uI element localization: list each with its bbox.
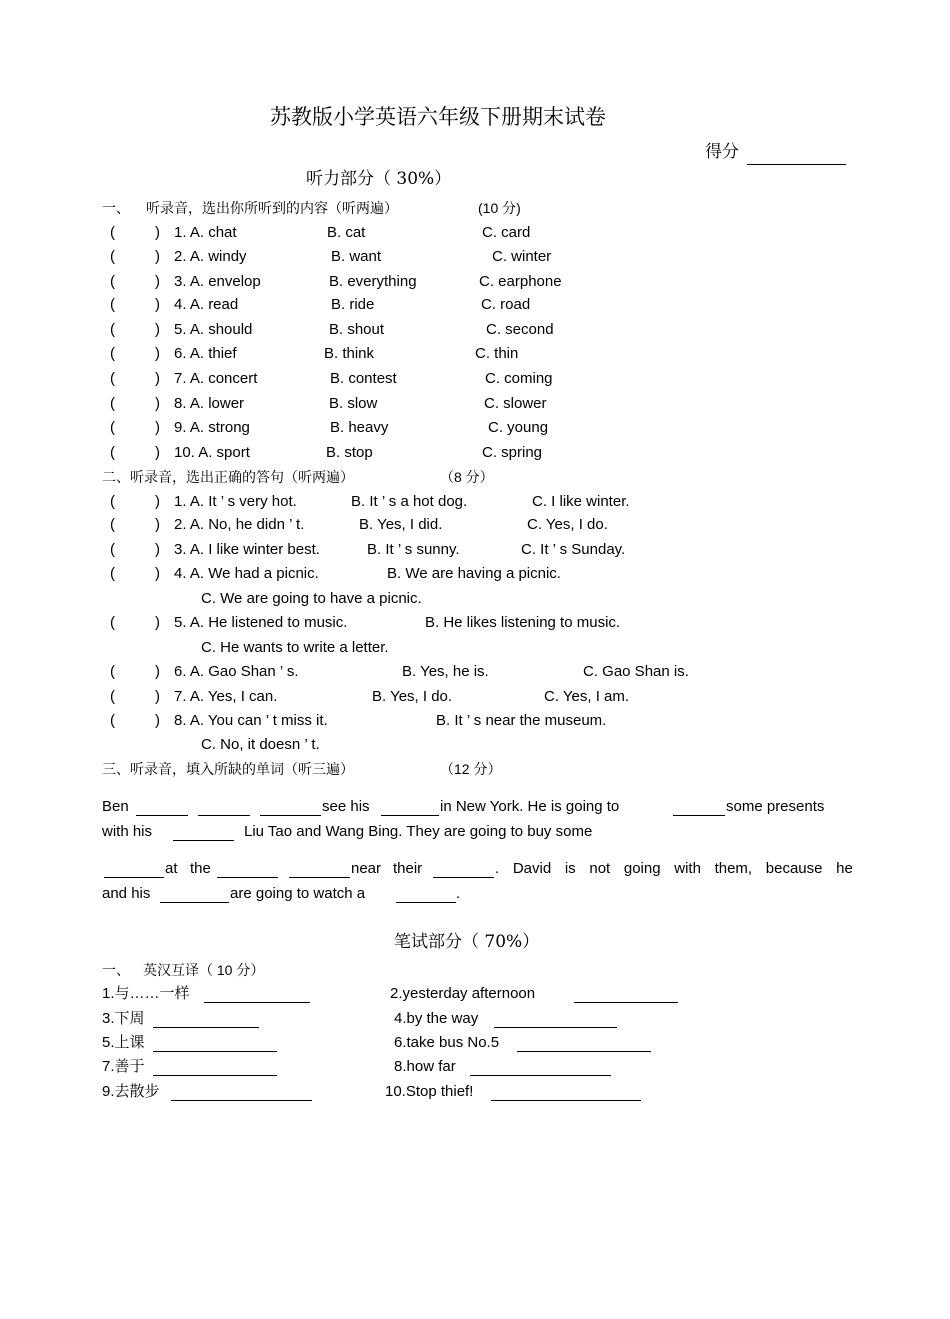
writing-part1-label: 一、 (102, 962, 130, 978)
answer-bracket-close: ) (155, 712, 160, 729)
answer-bracket-close: ) (155, 565, 160, 582)
p1-q2-a: 2. A. windy (174, 248, 247, 265)
p1-q5-b: B. shout (329, 321, 385, 338)
listening-heading: 听力部分（ 30%） (306, 169, 452, 189)
answer-bracket-open: ( (110, 712, 115, 729)
part2-instruction: 二、听录音，选出正确的答句（听两遍） (102, 469, 354, 485)
page-title: 苏教版小学英语六年级下册期末试卷 (270, 105, 606, 129)
score-blank[interactable] (747, 164, 846, 165)
p2-q7-c: C. Yes, I am. (544, 688, 630, 705)
translation-item: 10.Stop thief! (385, 1083, 474, 1100)
answer-bracket-open: ( (110, 345, 115, 362)
p1-q4-b: B. ride (331, 296, 375, 313)
answer-bracket-close: ) (155, 296, 160, 313)
answer-bracket-close: ) (155, 248, 160, 265)
fill-blank[interactable] (289, 877, 350, 878)
answer-bracket-open: ( (110, 565, 115, 582)
passage-text: are going to watch a (230, 885, 366, 902)
p2-q7-a: 7. A. Yes, I can. (174, 688, 278, 705)
answer-bracket-close: ) (155, 370, 160, 387)
p1-q6-c: C. thin (475, 345, 519, 362)
translation-item: 3.下周 (102, 1010, 145, 1027)
p1-q5-a: 5. A. should (174, 321, 253, 338)
fill-blank[interactable] (217, 877, 278, 878)
fill-blank[interactable] (104, 877, 164, 878)
fill-blank[interactable] (381, 815, 439, 816)
translation-item: 7.善于 (102, 1058, 145, 1075)
p2-q8-b: B. It ’ s near the museum. (436, 712, 607, 729)
answer-bracket-close: ) (155, 419, 160, 436)
p1-q9-b: B. heavy (330, 419, 389, 436)
answer-bracket-open: ( (110, 493, 115, 510)
p1-q8-a: 8. A. lower (174, 395, 245, 412)
p1-q4-c: C. road (481, 296, 531, 313)
answer-bracket-open: ( (110, 516, 115, 533)
p2-q3-b: B. It ’ s sunny. (367, 541, 460, 558)
translation-item: 8.how far (394, 1058, 456, 1075)
translation-item: 4.by the way (394, 1010, 479, 1027)
answer-bracket-open: ( (110, 273, 115, 290)
p1-q3-a: 3. A. envelop (174, 273, 261, 290)
answer-blank[interactable] (491, 1100, 641, 1101)
p1-q1-c: C. card (482, 224, 531, 241)
p1-q3-b: B. everything (329, 273, 417, 290)
p2-q4-a: 4. A. We had a picnic. (174, 565, 319, 582)
p1-q2-c: C. winter (492, 248, 552, 265)
answer-bracket-open: ( (110, 663, 115, 680)
answer-bracket-close: ) (155, 663, 160, 680)
p2-q4-c: C. We are going to have a picnic. (201, 590, 422, 607)
p1-q7-b: B. contest (330, 370, 397, 387)
fill-blank[interactable] (433, 877, 494, 878)
fill-blank[interactable] (136, 815, 188, 816)
part2-points: （8 分） (440, 469, 494, 485)
answer-blank[interactable] (204, 1002, 310, 1003)
p2-q1-a: 1. A. It ’ s very hot. (174, 493, 297, 510)
passage-text: . (456, 885, 461, 902)
score-label: 得分 (705, 142, 739, 162)
answer-bracket-close: ) (155, 273, 160, 290)
answer-bracket-close: ) (155, 345, 160, 362)
translation-item: 2.yesterday afternoon (390, 985, 536, 1002)
fill-blank[interactable] (260, 815, 321, 816)
p2-q2-c: C. Yes, I do. (527, 516, 608, 533)
passage-text: Liu Tao and Wang Bing. They are going to buy some (244, 823, 593, 840)
answer-bracket-close: ) (155, 395, 160, 412)
answer-bracket-open: ( (110, 224, 115, 241)
answer-bracket-open: ( (110, 296, 115, 313)
p1-q6-a: 6. A. thief (174, 345, 237, 362)
p2-q8-a: 8. A. You can ’ t miss it. (174, 712, 328, 729)
fill-blank[interactable] (173, 840, 234, 841)
passage-text: . David is not going with them, because he (495, 860, 853, 877)
passage-text: at (165, 860, 178, 877)
p1-q7-c: C. coming (485, 370, 553, 387)
part1-instruction: 听录音，选出你所听到的内容（听两遍） (146, 200, 398, 216)
answer-bracket-open: ( (110, 395, 115, 412)
translation-item: 6.take bus No.5 (394, 1034, 500, 1051)
answer-bracket-open: ( (110, 541, 115, 558)
answer-bracket-close: ) (155, 688, 160, 705)
passage-text: the (190, 860, 211, 877)
passage-text: and his (102, 885, 151, 902)
passage-text: near (351, 860, 382, 877)
passage-text: with his (102, 823, 153, 840)
p1-q8-b: B. slow (329, 395, 378, 412)
p2-q8-c: C. No, it doesn ’ t. (201, 736, 320, 753)
p1-q10-c: C. spring (482, 444, 543, 461)
p2-q1-b: B. It ’ s a hot dog. (351, 493, 468, 510)
answer-blank[interactable] (153, 1027, 259, 1028)
p2-q3-c: C. It ’ s Sunday. (521, 541, 626, 558)
p1-q1-b: B. cat (327, 224, 366, 241)
p2-q3-a: 3. A. I like winter best. (174, 541, 320, 558)
writing-part1-instruction: 英汉互译（ 10 分） (143, 962, 265, 978)
p1-q8-c: C. slower (484, 395, 547, 412)
p1-q9-c: C. young (488, 419, 549, 436)
passage-text: in New York. He is going to (440, 798, 620, 815)
p2-q6-a: 6. A. Gao Shan ’ s. (174, 663, 299, 680)
translation-item: 1.与……一样 (102, 985, 190, 1002)
p1-q2-b: B. want (331, 248, 382, 265)
answer-bracket-close: ) (155, 516, 160, 533)
p2-q4-b: B. We are having a picnic. (387, 565, 561, 582)
p1-q7-a: 7. A. concert (174, 370, 258, 387)
p2-q5-a: 5. A. He listened to music. (174, 614, 348, 631)
answer-bracket-close: ) (155, 444, 160, 461)
answer-bracket-open: ( (110, 370, 115, 387)
p2-q2-b: B. Yes, I did. (359, 516, 443, 533)
fill-blank[interactable] (198, 815, 250, 816)
translation-item: 9.去散步 (102, 1083, 160, 1100)
passage-text: Ben (102, 798, 129, 815)
part1-label: 一、 (102, 200, 130, 216)
answer-blank[interactable] (517, 1051, 651, 1052)
writing-heading: 笔试部分（ 70%） (394, 932, 540, 952)
translation-item: 5.上课 (102, 1034, 145, 1051)
p2-q5-b: B. He likes listening to music. (425, 614, 621, 631)
p2-q1-c: C. I like winter. (532, 493, 630, 510)
p2-q5-c: C. He wants to write a letter. (201, 639, 389, 656)
answer-blank[interactable] (171, 1100, 312, 1101)
answer-bracket-open: ( (110, 614, 115, 631)
p1-q1-a: 1. A. chat (174, 224, 237, 241)
p1-q6-b: B. think (324, 345, 375, 362)
passage-text: see his (322, 798, 370, 815)
p2-q6-b: B. Yes, he is. (402, 663, 489, 680)
part3-points: （12 分） (440, 761, 502, 777)
answer-bracket-open: ( (110, 321, 115, 338)
answer-bracket-open: ( (110, 444, 115, 461)
p1-q4-a: 4. A. read (174, 296, 239, 313)
answer-blank[interactable] (470, 1075, 611, 1076)
answer-bracket-close: ) (155, 614, 160, 631)
p1-q10-b: B. stop (326, 444, 373, 461)
p2-q6-c: C. Gao Shan is. (583, 663, 689, 680)
answer-bracket-close: ) (155, 493, 160, 510)
fill-blank[interactable] (160, 902, 229, 903)
answer-bracket-open: ( (110, 419, 115, 436)
p1-q3-c: C. earphone (479, 273, 562, 290)
answer-bracket-close: ) (155, 321, 160, 338)
answer-bracket-close: ) (155, 224, 160, 241)
answer-bracket-open: ( (110, 248, 115, 265)
fill-blank[interactable] (396, 902, 456, 903)
part1-points: (10 分) (478, 200, 521, 216)
part3-instruction: 三、听录音，填入所缺的单词（听三遍） (102, 761, 354, 777)
p1-q5-c: C. second (486, 321, 554, 338)
p1-q10-a: 10. A. sport (174, 444, 250, 461)
p2-q2-a: 2. A. No, he didn ’ t. (174, 516, 305, 533)
passage-text: some presents (726, 798, 825, 815)
answer-blank[interactable] (574, 1002, 678, 1003)
answer-bracket-close: ) (155, 541, 160, 558)
answer-blank[interactable] (153, 1075, 277, 1076)
answer-blank[interactable] (494, 1027, 617, 1028)
passage-text: their (393, 860, 423, 877)
answer-blank[interactable] (153, 1051, 277, 1052)
p1-q9-a: 9. A. strong (174, 419, 250, 436)
answer-bracket-open: ( (110, 688, 115, 705)
p2-q7-b: B. Yes, I do. (372, 688, 453, 705)
fill-blank[interactable] (673, 815, 725, 816)
